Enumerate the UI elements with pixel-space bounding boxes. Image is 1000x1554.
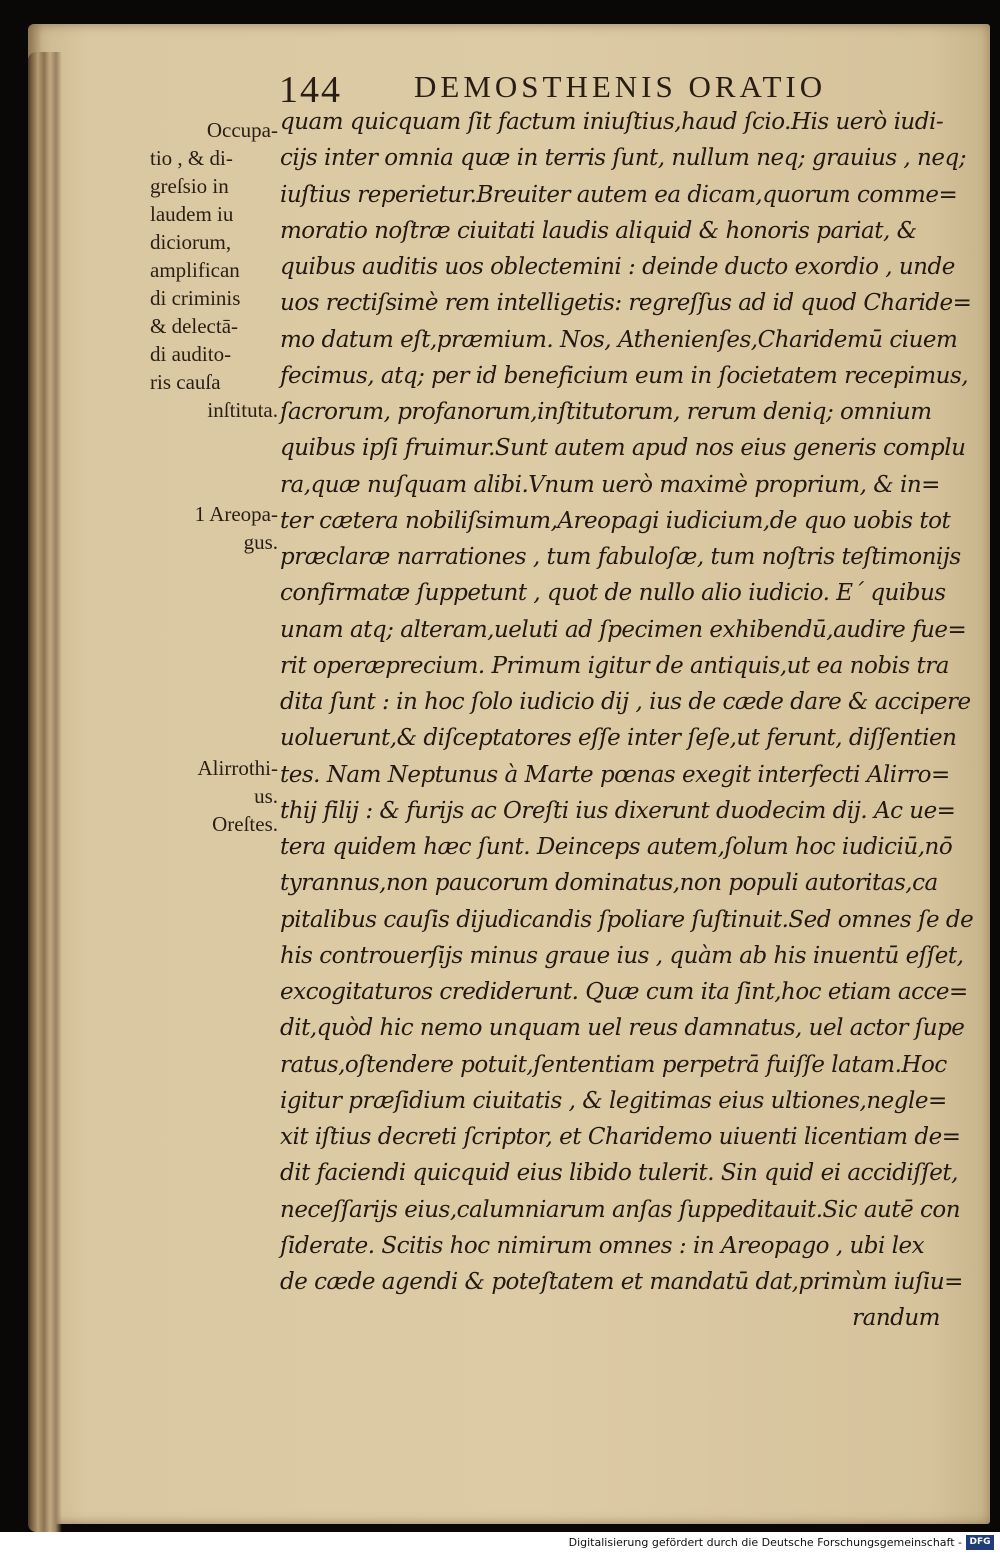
- margin-note-line: di criminis: [150, 286, 241, 310]
- text-line: præclaræ narrationes , tum fabuloſæ, tum noſtris teſtimonijs: [280, 544, 961, 570]
- margin-note-line: inſtituta.: [207, 398, 278, 422]
- text-line: unam atq; alteram,ueluti ad ſpecimen exhibendū,audire fue=: [280, 616, 967, 643]
- text-line: quibus ipſi fruimur.Sunt autem apud nos eius generis complu: [280, 435, 966, 462]
- text-line: fecimus, atq; per id beneficium eum in ſocietatem recepimus,: [280, 362, 969, 389]
- footer-bar: [0, 1532, 1000, 1554]
- text-line: excogitaturos crediderunt. Quæ cum ita ſint,hoc etiam acce=: [280, 979, 968, 1005]
- text-line: pitalibus cauſis dijudicandis ſpoliare ſuſtinuit.Sed omnes ſe de: [280, 906, 974, 933]
- margin-note-line: tio , & di-: [150, 146, 233, 170]
- margin-note-line: laudem iu: [150, 202, 234, 226]
- text-line: dit faciendi quicquid eius libido tulerit. Sin quid ei accidiſſet,: [280, 1160, 958, 1187]
- text-line: xit iſtius decreti ſcriptor, et Charidemo uiuenti licentiam de=: [280, 1124, 961, 1150]
- text-line: confirmatæ ſuppetunt , quot de nullo alio iudicio. E´ quibus: [280, 580, 946, 607]
- footer-credit: Digitalisierung gefördert durch die Deutsche Forschungsgemeinschaft -: [568, 1536, 962, 1549]
- text-line: his controuerſijs minus graue ius , quàm ab his inuentū eſſet,: [280, 942, 964, 969]
- margin-note-line: us.: [254, 784, 278, 808]
- text-line: dit,quòd hic nemo unquam uel reus damnatus, uel actor ſupe: [280, 1015, 965, 1042]
- margin-note-digression: [150, 116, 278, 424]
- margin-note-alirrothius: [150, 754, 278, 838]
- text-line: quibus auditis uos oblectemini : deinde ducto exordio , unde: [280, 254, 955, 280]
- text-line: iuſtius reperietur.Breuiter autem ea dicam,quorum comme=: [280, 181, 958, 208]
- running-title: DEMOSTHENIS ORATIO: [414, 69, 827, 104]
- margin-note-line: & delectā-: [150, 314, 239, 338]
- text-line: thij filij : & furijs ac Oreſti ius dixerunt duodecim dij. Ac ue=: [280, 797, 956, 824]
- text-line: de cæde agendi & poteſtatem et mandatū dat,primùm iuſiu=: [280, 1269, 963, 1295]
- text-line: ſacrorum, profanorum,inſtitutorum, rerum deniq; omnium: [280, 399, 932, 425]
- text-line: moratio noſtræ ciuitati laudis aliquid & honoris pariat, &: [280, 217, 917, 244]
- margin-note-line: di audito-: [150, 342, 232, 366]
- margin-note-line: diciorum,: [150, 230, 232, 254]
- text-line: quam quicquam ſit factum iniuſtius,haud ſcio.His uerò iudi-: [280, 109, 944, 135]
- text-line: ra,quæ nuſquam alibi.Vnum uerò maximè proprium, & in=: [280, 471, 940, 498]
- margin-note-line: ris cauſa: [150, 370, 221, 394]
- text-line: tes. Nam Neptunus à Marte pœnas exegit interfecti Alirro=: [280, 761, 950, 788]
- text-line: rit operæprecium. Primum igitur de antiquis,ut ea nobis tra: [280, 652, 949, 679]
- page-number: 144: [279, 69, 342, 111]
- main-text-block: [280, 104, 974, 1337]
- dfg-logo-icon: DFG: [966, 1535, 994, 1550]
- page-header: [0, 50, 1000, 110]
- margin-note-line: 1 Areopa-: [194, 502, 278, 526]
- text-line: dita ſunt : in hoc ſolo iudicio dij , ius de cæde dare & accipere: [280, 689, 971, 715]
- text-line: neceſſarijs eius,calumniarum anſas ſuppeditauit.Sic autē con: [280, 1196, 961, 1223]
- text-line: ratus,oſtendere potuit,ſententiam perpetrā fuiſſe latam.Hoc: [280, 1051, 947, 1078]
- text-line: ſiderate. Scitis hoc nimirum omnes : in Areopago , ubi lex: [280, 1232, 925, 1259]
- text-line: ter cætera nobiliſsimum,Areopagi iudicium,de quo uobis tot: [280, 507, 951, 534]
- margin-note-line: Alirrothi-: [197, 756, 278, 780]
- text-line: tyrannus,non paucorum dominatus,non populi autoritas,ca: [280, 870, 938, 897]
- text-line: igitur præſidium ciuitatis , & legitimas eius ultiones,negle=: [280, 1087, 947, 1114]
- margin-note-areopagus: [150, 500, 278, 556]
- margin-note-line: Occupa-: [206, 118, 278, 142]
- margin-note-line: gus.: [243, 530, 278, 554]
- text-line: uos rectiſsimè rem intelligetis: regreſſus ad id quod Charide=: [280, 290, 972, 317]
- text-line: mo datum eſt,præmium. Nos, Athenienſes,Charidemū ciuem: [280, 326, 958, 353]
- text-line: uoluerunt,& diſceptatores eſſe inter ſeſe,ut ferunt, diſſentien: [280, 725, 957, 752]
- margin-note-line: amplifican: [150, 258, 240, 282]
- margin-note-line: Oreſtes.: [212, 812, 278, 836]
- margin-note-line: greſsio in: [150, 174, 229, 198]
- text-line: tera quidem hæc ſunt. Deinceps autem,ſolum hoc iudiciū,nō: [280, 834, 953, 860]
- text-line: cijs inter omnia quæ in terris ſunt, nullum neq; grauius , neq;: [280, 145, 966, 172]
- page-edge: [28, 52, 62, 1532]
- catchword: randum: [852, 1305, 940, 1332]
